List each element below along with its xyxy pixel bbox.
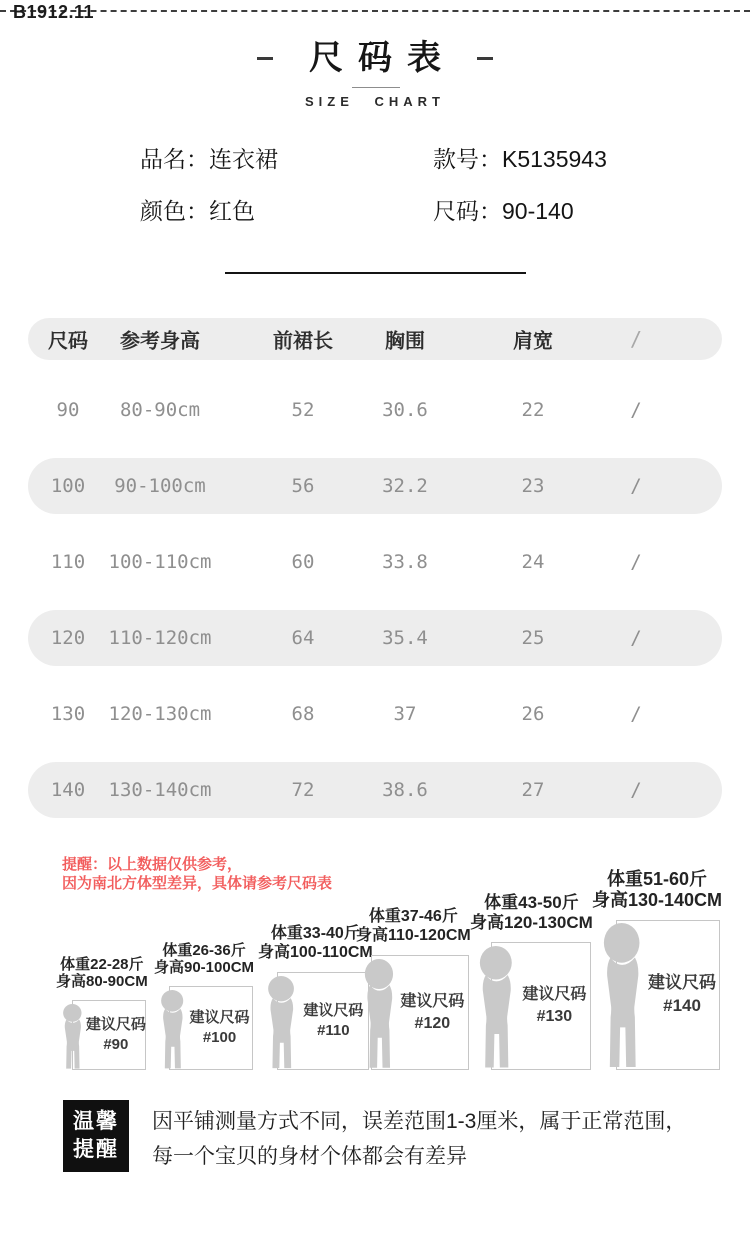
table-cell: 60 <box>291 551 315 573</box>
table-cell: / <box>630 627 642 649</box>
table-cell: 110-120cm <box>108 627 212 649</box>
watermark-code: B1912.11 <box>13 2 95 22</box>
size-range-label: 尺码： <box>433 198 502 224</box>
suggest-size-label: 建议尺码 <box>648 973 717 993</box>
table-row <box>28 762 722 818</box>
table-cell: 26 <box>521 703 545 725</box>
section-divider <box>225 272 526 274</box>
size-range-row <box>433 193 574 226</box>
suggest-size-value: #100 <box>202 1029 237 1046</box>
table-row <box>28 610 722 666</box>
reminder-line-1: 提醒：以上数据仅供参考， <box>62 856 243 873</box>
dash-right-icon <box>477 57 493 60</box>
child-silhouette-icon <box>471 946 523 1070</box>
table-cell: 100-110cm <box>108 551 212 573</box>
badge-line-1: 温馨 <box>73 1110 119 1133</box>
table-cell: 52 <box>291 399 315 421</box>
table-cell: 23 <box>521 475 545 497</box>
suggest-size-value: #140 <box>663 996 701 1015</box>
table-cell: 130 <box>50 703 86 725</box>
style-number-value: K5135943 <box>502 146 607 172</box>
size-figure-100 <box>154 942 254 1070</box>
child-silhouette-icon <box>357 959 403 1070</box>
size-range-value: 90-140 <box>502 198 574 224</box>
style-number-row <box>433 141 607 174</box>
table-cell: 68 <box>291 703 315 725</box>
table-cell: 25 <box>521 627 545 649</box>
table-cell: 90-100cm <box>114 475 206 497</box>
figure-height-label: 身高90-100CM <box>154 959 255 977</box>
product-name-value: 连衣裙 <box>209 146 278 172</box>
title-block <box>0 38 750 78</box>
table-row <box>28 686 722 742</box>
table-cell: 38.6 <box>382 779 428 801</box>
child-silhouette-icon <box>155 990 191 1070</box>
table-cell: 90 <box>56 399 80 421</box>
figure-height-label: 身高100-110CM <box>258 944 373 962</box>
color-value: 红色 <box>209 198 255 224</box>
table-cell: 35.4 <box>382 627 428 649</box>
column-header: 前裙长 <box>273 330 333 353</box>
column-header: 尺码 <box>48 330 88 353</box>
table-cell: 33.8 <box>382 551 428 573</box>
suggest-size-value: #130 <box>536 1008 573 1025</box>
top-dashed-divider <box>0 10 750 12</box>
warm-reminder-badge <box>63 1100 129 1172</box>
column-header: 胸围 <box>385 330 425 353</box>
footer-note-line-2: 每一个宝贝的身材个体都会有差异 <box>152 1145 467 1168</box>
table-row <box>28 458 722 514</box>
product-name-label: 品名： <box>140 146 209 172</box>
size-table <box>28 318 722 838</box>
column-header: 参考身高 <box>120 330 200 353</box>
footer-note <box>152 1104 686 1174</box>
table-cell: / <box>630 551 642 573</box>
table-cell: 110 <box>50 551 86 573</box>
table-cell: 24 <box>521 551 545 573</box>
table-cell: 100 <box>50 475 86 497</box>
table-cell: / <box>630 779 642 801</box>
title-underline <box>352 87 400 88</box>
figure-weight-label: 体重26-36斤 <box>162 941 246 959</box>
table-row <box>28 534 722 590</box>
table-cell: / <box>630 399 642 421</box>
size-figure-90 <box>56 956 148 1070</box>
table-cell: / <box>630 475 642 497</box>
figure-height-label: 身高120-130CM <box>470 912 593 932</box>
child-silhouette-icon <box>594 923 652 1070</box>
table-cell: 120 <box>50 627 86 649</box>
suggest-size-label: 建议尺码 <box>85 1015 146 1033</box>
figure-weight-label: 体重51-60斤 <box>607 868 708 889</box>
table-cell: 120-130cm <box>108 703 212 725</box>
table-cell: 72 <box>291 779 315 801</box>
color-label: 颜色： <box>140 198 209 224</box>
table-cell: 37 <box>393 703 417 725</box>
figure-weight-label: 体重37-46斤 <box>368 908 458 926</box>
table-cell: 56 <box>291 475 315 497</box>
suggest-size-label: 建议尺码 <box>189 1008 250 1026</box>
suggest-size-label: 建议尺码 <box>303 1001 364 1019</box>
reminder-line-2: 因为南北方体型差异，具体请参考尺码表 <box>62 875 333 892</box>
footer-note-line-1: 因平铺测量方式不同，误差范围1-3厘米，属于正常范围， <box>152 1110 687 1133</box>
table-cell: 30.6 <box>382 399 428 421</box>
figure-weight-label: 体重33-40斤 <box>270 925 360 943</box>
suggest-size-label: 建议尺码 <box>522 986 587 1004</box>
child-silhouette-icon <box>261 976 303 1070</box>
size-figure-140 <box>592 869 722 1070</box>
table-cell: 22 <box>521 399 545 421</box>
product-name-row <box>140 141 278 174</box>
table-cell: 80-90cm <box>119 399 201 421</box>
suggest-size-value: #90 <box>103 1036 129 1053</box>
child-silhouette-icon <box>58 1004 88 1070</box>
table-cell: 130-140cm <box>108 779 212 801</box>
table-cell: / <box>630 703 642 725</box>
style-number-label: 款号： <box>433 146 502 172</box>
table-cell: 27 <box>521 779 545 801</box>
badge-line-2: 提醒 <box>73 1138 119 1161</box>
suggest-size-value: #110 <box>317 1022 350 1039</box>
color-row <box>140 193 255 226</box>
table-row <box>28 382 722 438</box>
table-header-row <box>28 318 722 360</box>
suggest-size-value: #120 <box>414 1014 451 1032</box>
size-figure-130 <box>470 893 593 1070</box>
figure-weight-label: 体重22-28斤 <box>60 955 144 973</box>
page-subtitle: SIZE CHART <box>305 94 445 109</box>
suggest-size-label: 建议尺码 <box>400 992 465 1010</box>
page-title: 尺码表 <box>309 39 456 77</box>
figure-height-label: 身高80-90CM <box>56 973 148 991</box>
figure-height-label: 身高110-120CM <box>356 927 471 945</box>
dash-left-icon <box>257 57 273 60</box>
column-header: / <box>629 327 643 351</box>
reminder-note <box>62 855 332 893</box>
figure-height-label: 身高130-140CM <box>592 889 723 910</box>
figure-weight-label: 体重43-50斤 <box>484 892 579 912</box>
column-header: 肩宽 <box>513 330 553 353</box>
table-cell: 140 <box>50 779 86 801</box>
table-cell: 32.2 <box>382 475 428 497</box>
size-figure-120 <box>356 908 471 1070</box>
table-cell: 64 <box>291 627 315 649</box>
